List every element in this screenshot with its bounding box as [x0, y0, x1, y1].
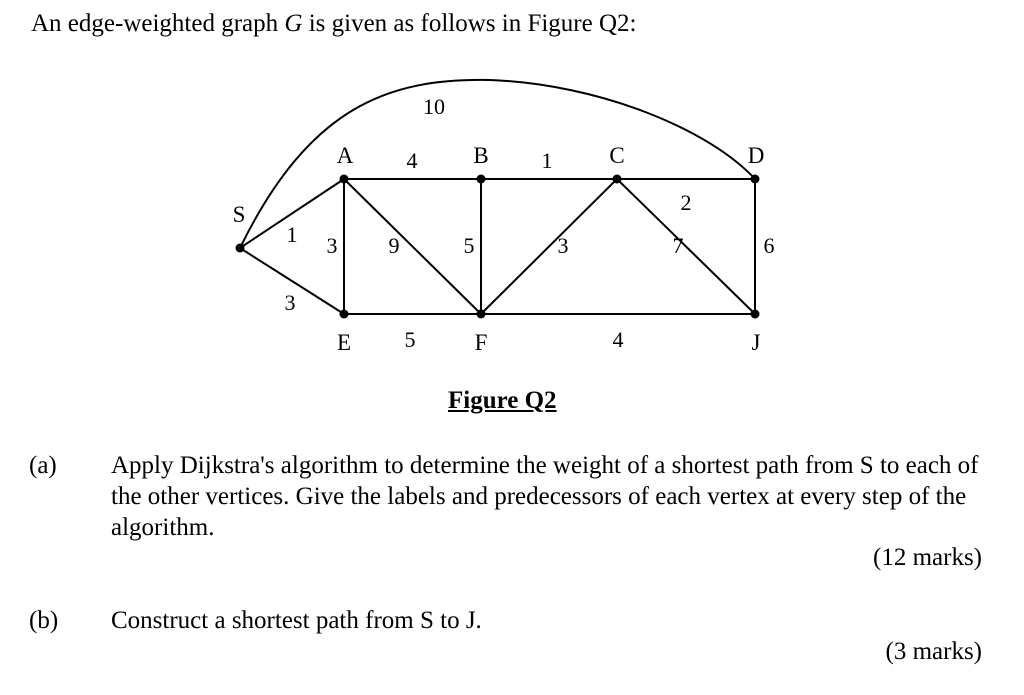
vertex-s — [236, 244, 245, 253]
edge-weight-d-j: 6 — [763, 233, 775, 258]
edge-weight-s-e: 3 — [284, 290, 296, 315]
graph-vertex-labels — [233, 143, 765, 355]
question-b-text: Construct a shortest path from S to J. — [111, 607, 482, 634]
vertex-a — [340, 175, 349, 184]
vertex-b — [477, 175, 486, 184]
edge-weight-c-j: 7 — [672, 233, 684, 258]
intro-before: An edge-weighted graph — [31, 10, 285, 37]
vertex-label-c: C — [609, 143, 625, 168]
edge-weight-b-f: 5 — [463, 233, 475, 258]
edge-c-f — [481, 179, 617, 314]
question-b-marks: (3 marks) — [885, 638, 982, 665]
vertex-label-e: E — [336, 330, 352, 355]
figure-caption: Figure Q2 — [448, 387, 557, 414]
edge-weight-c-f: 3 — [557, 233, 569, 258]
edge-weight-s-a: 1 — [286, 222, 298, 247]
vertex-e — [340, 310, 349, 319]
vertex-f — [477, 310, 486, 319]
edge-weight-e-f: 5 — [404, 327, 416, 352]
vertex-label-s: S — [232, 202, 246, 227]
edge-weight-c-d: 2 — [680, 190, 692, 215]
vertex-d — [751, 175, 760, 184]
vertex-label-f: F — [474, 330, 488, 355]
edge-weight-a-e: 3 — [326, 233, 338, 258]
vertex-label-b: B — [473, 143, 489, 168]
question-a-marks: (12 marks) — [873, 544, 982, 571]
vertex-label-a: A — [336, 143, 354, 168]
edge-weight-s-d: 10 — [423, 94, 445, 119]
vertex-label-j: J — [751, 330, 761, 355]
edge-a-f — [344, 179, 481, 314]
question-b-label: (b) — [29, 607, 59, 634]
edge-weight-f-j: 4 — [612, 327, 624, 352]
graph-variable: G — [284, 10, 303, 37]
vertex-c — [613, 175, 622, 184]
graph-edges — [240, 80, 755, 314]
question-a-text: Apply Dijkstra's algorithm to determine the weight of a shortest path from S to each of the other vertices. Give the labels and predecessors of each vertex at every step of the algorithm. — [111, 452, 979, 541]
vertex-j — [751, 310, 760, 319]
edge-s-d — [240, 80, 755, 248]
intro-after: is given as follows in Figure Q2: — [302, 10, 637, 37]
edge-weight-b-c: 1 — [541, 148, 553, 173]
edge-weight-a-f: 9 — [388, 233, 400, 258]
edge-weight-a-b: 4 — [406, 148, 418, 173]
vertex-label-d: D — [747, 143, 765, 168]
question-a-label: (a) — [29, 452, 57, 479]
